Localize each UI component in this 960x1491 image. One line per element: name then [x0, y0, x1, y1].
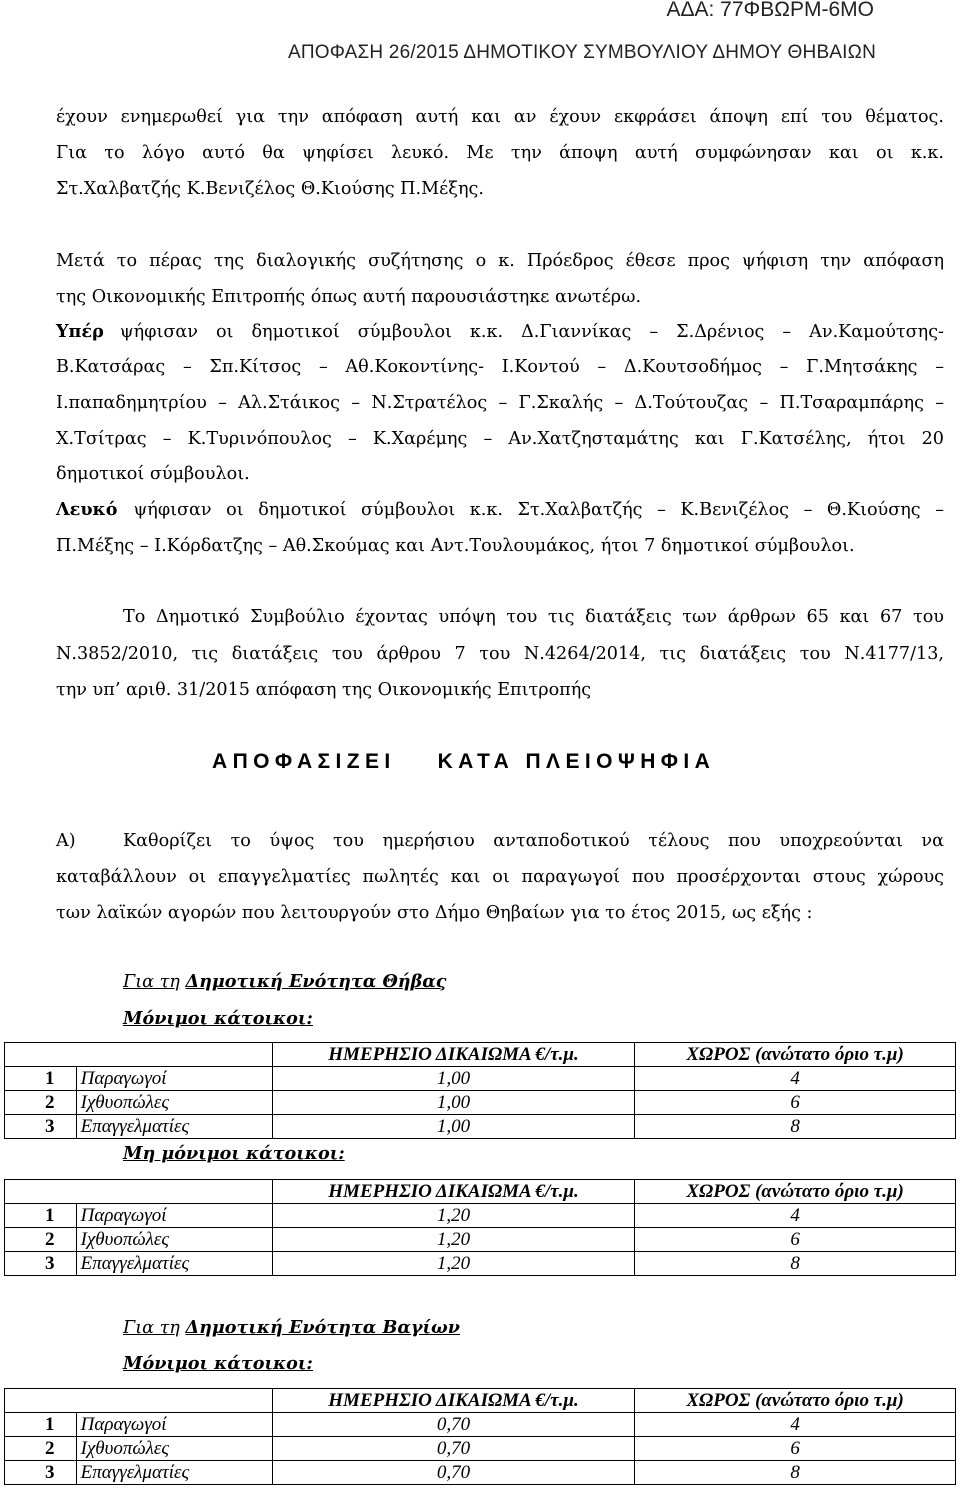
- nonpermanent-residents-label: Μη μόνιμοι κάτοικοι:: [123, 1143, 345, 1164]
- ada-code: ΑΔΑ: 77ΦΒΩΡΜ-6ΜΟ: [666, 0, 874, 21]
- fee-table-thiva-nonpermanent: [4, 1179, 956, 1276]
- decision-title: [212, 750, 715, 774]
- permanent-residents-label: Μόνιμοι κάτοικοι:: [123, 1353, 313, 1374]
- body-line: την υπ’ αριθ. 31/2015 απόφαση της Οικονομικής Επιτροπής: [56, 680, 592, 700]
- rate-header: ΗΜΕΡΗΣΙΟ ΔΙΚΑΙΩΜΑ €/τ.μ.: [272, 1043, 634, 1067]
- body-line: της Οικονομικής Επιτροπής όπως αυτή παρουσιάστηκε ανωτέρω.: [56, 287, 642, 307]
- decision-header: ΑΠΟΦΑΣΗ 26/2015 ΔΗΜΟΤΙΚΟΥ ΣΥΜΒΟΥΛΙΟΥ ΔΗΜΟΥ ΘΗΒΑΙΩΝ: [288, 42, 876, 63]
- table-row: 3 Επαγγελματίες 0,70 8: [5, 1461, 956, 1485]
- votes-for-label: Υπέρ: [56, 321, 104, 342]
- fee-table-vagia-permanent: [4, 1388, 956, 1485]
- decision-title-part1: ΑΠΟΦΑΣΙΖΕΙ: [212, 750, 396, 773]
- unit-heading-thiva: [123, 971, 447, 992]
- table-row: 1 Παραγωγοί 1,20 4: [5, 1204, 956, 1228]
- fee-table-thiva-permanent: [4, 1042, 956, 1139]
- body-line: Καθορίζει το ύψος του ημερήσιου ανταποδοτικού τέλους που υποχρεούνται να: [123, 831, 944, 851]
- permanent-residents-label: Μόνιμοι κάτοικοι:: [123, 1008, 313, 1029]
- rate-header: ΗΜΕΡΗΣΙΟ ΔΙΚΑΙΩΜΑ €/τ.μ.: [272, 1180, 634, 1204]
- body-line: Για το λόγο αυτό θα ψηφίσει λευκό. Με την άποψη αυτή συμφώνησαν και οι κ.κ.: [56, 143, 944, 163]
- unit-name: Δημοτική Ενότητα Βαγίων: [185, 1317, 460, 1338]
- section-a-label: Α): [56, 831, 76, 851]
- body-line: Μετά το πέρας της διαλογικής συζήτησης ο κ. Πρόεδρος έθεσε προς ψήφιση την απόφαση: [56, 251, 944, 271]
- table-header-row: [5, 1043, 956, 1067]
- table-row: 3 Επαγγελματίες 1,20 8: [5, 1252, 956, 1276]
- space-header: ΧΩΡΟΣ (ανώτατο όριο τ.μ): [635, 1180, 956, 1204]
- votes-blank-line: [56, 498, 944, 522]
- votes-for-text: ψήφισαν οι δημοτικοί σύμβουλοι κ.κ. Δ.Γιαννίκας – Σ.Δρένιος – Αν.Καμούτσης-: [119, 322, 944, 342]
- votes-for-line: Χ.Τσίτρας – Κ.Τυρινόπουλος – Κ.Χαρέμης – Αν.Χατζησταμάτης και Γ.Κατσέλης, ήτοι 20: [56, 429, 944, 449]
- votes-blank-label: Λευκό: [56, 499, 118, 520]
- body-line: καταβάλλουν οι επαγγελματίες πωλητές και οι παραγωγοί που προσέρχονται στους χώρους: [56, 867, 944, 887]
- body-line: Το Δημοτικό Συμβούλιο έχοντας υπόψη του τις διατάξεις των άρθρων 65 και 67 του: [123, 607, 944, 627]
- table-row: 1 Παραγωγοί 0,70 4: [5, 1413, 956, 1437]
- body-line: των λαϊκών αγορών που λειτουργούν στο Δήμο Θηβαίων για το έτος 2015, ως εξής :: [56, 903, 813, 923]
- votes-blank-text: ψήφισαν οι δημοτικοί σύμβουλοι κ.κ. Στ.Χαλβατζής – Κ.Βενιζέλος – Θ.Κιούσης –: [133, 500, 944, 520]
- votes-blank-line: Π.Μέξης – Ι.Κόρδατζης – Αθ.Σκούμας και Αντ.Τουλουμάκος, ήτοι 7 δημοτικοί σύμβουλοι.: [56, 536, 855, 556]
- table-row: 2 Ιχθυοπώλες 1,20 6: [5, 1228, 956, 1252]
- body-line: Στ.Χαλβατζής Κ.Βενιζέλος Θ.Κιούσης Π.Μέξης.: [56, 179, 484, 199]
- votes-for-line: [56, 320, 944, 344]
- votes-for-line: δημοτικοί σύμβουλοι.: [56, 464, 250, 484]
- unit-name: Δημοτική Ενότητα Θήβας: [185, 971, 447, 992]
- space-header: ΧΩΡΟΣ (ανώτατο όριο τ.μ): [635, 1389, 956, 1413]
- table-header-row: [5, 1180, 956, 1204]
- unit-prefix: Για τη: [123, 972, 180, 992]
- rate-header: ΗΜΕΡΗΣΙΟ ΔΙΚΑΙΩΜΑ €/τ.μ.: [272, 1389, 634, 1413]
- unit-prefix: Για τη: [123, 1318, 180, 1338]
- table-header-row: [5, 1389, 956, 1413]
- table-row: 1 Παραγωγοί 1,00 4: [5, 1067, 956, 1091]
- unit-heading-vagia: [123, 1317, 460, 1338]
- space-header: ΧΩΡΟΣ (ανώτατο όριο τ.μ): [635, 1043, 956, 1067]
- body-line: Ν.3852/2010, τις διατάξεις του άρθρου 7 του Ν.4264/2014, τις διατάξεις του Ν.4177/13,: [56, 644, 944, 664]
- decision-title-part2: ΚΑΤΑ ΠΛΕΙΟΨΗΦΙΑ: [437, 750, 716, 773]
- votes-for-line: Β.Κατσάρας – Σπ.Κίτσος – Αθ.Κοκοντίνης- Ι.Κοντού – Δ.Κουτσοδήμος – Γ.Μητσάκης –: [56, 357, 944, 377]
- table-row: 3 Επαγγελματίες 1,00 8: [5, 1115, 956, 1139]
- table-row: 2 Ιχθυοπώλες 0,70 6: [5, 1437, 956, 1461]
- votes-for-line: Ι.παπαδημητρίου – Αλ.Στάικος – Ν.Στρατέλος – Γ.Σκαλής – Δ.Τούτουζας – Π.Τσαραμπάρης –: [56, 393, 944, 413]
- table-row: 2 Ιχθυοπώλες 1,00 6: [5, 1091, 956, 1115]
- body-line: έχουν ενημερωθεί για την απόφαση αυτή και αν έχουν εκφράσει άποψη επί του θέματος.: [56, 107, 944, 127]
